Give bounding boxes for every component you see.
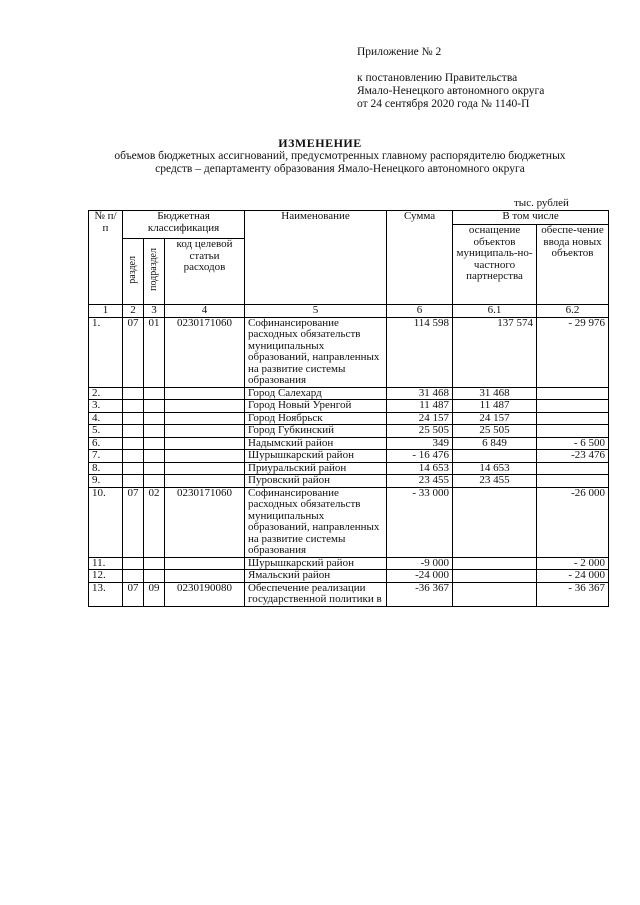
cell-num: 1. [89,317,123,387]
cell-col-6-1 [453,557,537,570]
cell-subsection [144,412,165,425]
cell-sum: 23 455 [387,475,453,488]
cell-name: Город Ноябрьск [245,412,387,425]
cell-col-6-2 [537,400,609,413]
cell-sum: 25 505 [387,425,453,438]
cell-code [165,462,245,475]
cell-section: 07 [123,487,144,557]
header-section: раздел [127,255,139,284]
cell-num: 13. [89,582,123,606]
header-sum: Сумма [387,211,453,305]
cell-section [123,437,144,450]
table-row [89,582,609,606]
header-col-6-2: обеспе-чение ввода новых объектов [537,225,609,305]
cell-num: 6. [89,437,123,450]
cell-section [123,425,144,438]
cell-subsection: 09 [144,582,165,606]
cell-code [165,450,245,463]
cell-col-6-1: 24 157 [453,412,537,425]
cell-col-6-1: 11 487 [453,400,537,413]
cell-section [123,462,144,475]
table-row [89,412,609,425]
cell-col-6-2: - 2 000 [537,557,609,570]
cell-subsection [144,462,165,475]
cell-sum: 14 653 [387,462,453,475]
cell-col-6-1 [453,570,537,583]
cell-subsection [144,570,165,583]
cell-code [165,437,245,450]
cell-num: 4. [89,412,123,425]
header-name: Наименование [245,211,387,305]
table-row [89,450,609,463]
cell-num: 12. [89,570,123,583]
cell-sum: 349 [387,437,453,450]
cell-sum: -36 367 [387,582,453,606]
cell-col-6-1: 25 505 [453,425,537,438]
col-number: 5 [245,305,387,318]
cell-col-6-2: - 36 367 [537,582,609,606]
cell-section: 07 [123,317,144,387]
cell-sum: - 33 000 [387,487,453,557]
col-number: 6 [387,305,453,318]
cell-subsection [144,557,165,570]
header-num: № п/п [89,211,123,305]
document-title: ИЗМЕНЕНИЕ [278,136,362,150]
units-label: тыс. рублей [514,197,569,209]
cell-sum: -24 000 [387,570,453,583]
cell-subsection: 01 [144,317,165,387]
cell-num: 8. [89,462,123,475]
cell-name: Софинансирование расходных обязательств муниципальных образований, направленных на развитие системы образования [245,487,387,557]
col-number: 6.2 [537,305,609,318]
header-target-code: код целевой статьи расходов [165,239,245,305]
cell-num: 10. [89,487,123,557]
table-row [89,487,609,557]
cell-code: 0230190080 [165,582,245,606]
cell-section [123,450,144,463]
table-row [89,557,609,570]
cell-code [165,412,245,425]
table-row [89,387,609,400]
table-row [89,425,609,438]
cell-col-6-2: - 24 000 [537,570,609,583]
col-number: 1 [89,305,123,318]
cell-col-6-1: 31 468 [453,387,537,400]
cell-section [123,400,144,413]
header-subsection: подраздел [148,248,160,292]
cell-section [123,387,144,400]
cell-col-6-1: 23 455 [453,475,537,488]
cell-name: Шурышкарский район [245,557,387,570]
cell-col-6-1 [453,487,537,557]
cell-name: Город Губкинский [245,425,387,438]
subtitle-line: объемов бюджетных ассигнований, предусмотренных главному распорядителю бюджетных [114,150,566,162]
cell-code [165,425,245,438]
cell-subsection: 02 [144,487,165,557]
cell-code: 0230171060 [165,317,245,387]
cell-section [123,412,144,425]
cell-name: Надымский район [245,437,387,450]
cell-name: Обеспечение реализации государственной политики в [245,582,387,606]
table-row [89,462,609,475]
cell-sum: 114 598 [387,317,453,387]
cell-col-6-1: 137 574 [453,317,537,387]
cell-section [123,557,144,570]
cell-col-6-2 [537,412,609,425]
table-row [89,570,609,583]
cell-num: 3. [89,400,123,413]
cell-name: Софинансирование расходных обязательств муниципальных образований, направленных на развитие системы образования [245,317,387,387]
allocation-table [88,210,609,607]
cell-name: Город Салехард [245,387,387,400]
cell-subsection [144,475,165,488]
table-row [89,317,609,387]
cell-col-6-1: 14 653 [453,462,537,475]
cell-num: 2. [89,387,123,400]
cell-col-6-1 [453,582,537,606]
cell-subsection [144,400,165,413]
cell-code [165,570,245,583]
header-col-6-1: оснащение объектов муниципаль-но-частного партнерства [453,225,537,305]
col-number: 2 [123,305,144,318]
cell-code [165,400,245,413]
cell-sum: 24 157 [387,412,453,425]
cell-col-6-1 [453,450,537,463]
cell-name: Пуровский район [245,475,387,488]
cell-code [165,557,245,570]
appendix-line: от 24 сентября 2020 года № 1140-П [357,98,530,110]
cell-num: 11. [89,557,123,570]
cell-code [165,475,245,488]
document-subtitle [60,150,620,176]
cell-col-6-1: 6 849 [453,437,537,450]
cell-subsection [144,450,165,463]
cell-col-6-2: -26 000 [537,487,609,557]
cell-name: Шурышкарский район [245,450,387,463]
cell-code [165,387,245,400]
appendix-line: к постановлению Правительства [357,72,518,84]
header-budget-class: Бюджетная классификация [123,211,245,239]
cell-col-6-2 [537,387,609,400]
table-row [89,437,609,450]
cell-name: Город Новый Уренгой [245,400,387,413]
appendix-block [357,46,544,111]
cell-num: 9. [89,475,123,488]
col-number: 4 [165,305,245,318]
cell-name: Ямальский район [245,570,387,583]
cell-sum: -9 000 [387,557,453,570]
cell-subsection [144,425,165,438]
cell-sum: 11 487 [387,400,453,413]
appendix-line: Ямало-Ненецкого автономного округа [357,85,545,97]
cell-col-6-2: - 29 976 [537,317,609,387]
column-number-row [89,305,609,318]
cell-section: 07 [123,582,144,606]
col-number: 6.1 [453,305,537,318]
col-number: 3 [144,305,165,318]
cell-subsection [144,437,165,450]
cell-section [123,475,144,488]
header-including: В том числе [453,211,609,225]
table-row [89,475,609,488]
table-row [89,400,609,413]
cell-col-6-2: - 6 500 [537,437,609,450]
cell-col-6-2: -23 476 [537,450,609,463]
cell-num: 7. [89,450,123,463]
appendix-title: Приложение № 2 [357,46,442,58]
cell-code: 0230171060 [165,487,245,557]
cell-name: Приуральский район [245,462,387,475]
cell-section [123,570,144,583]
cell-col-6-2 [537,425,609,438]
cell-sum: 31 468 [387,387,453,400]
subtitle-line: средств – департаменту образования Ямало-Ненецкого автономного округа [155,163,525,175]
cell-subsection [144,387,165,400]
cell-sum: - 16 476 [387,450,453,463]
cell-col-6-2 [537,475,609,488]
cell-num: 5. [89,425,123,438]
cell-col-6-2 [537,462,609,475]
